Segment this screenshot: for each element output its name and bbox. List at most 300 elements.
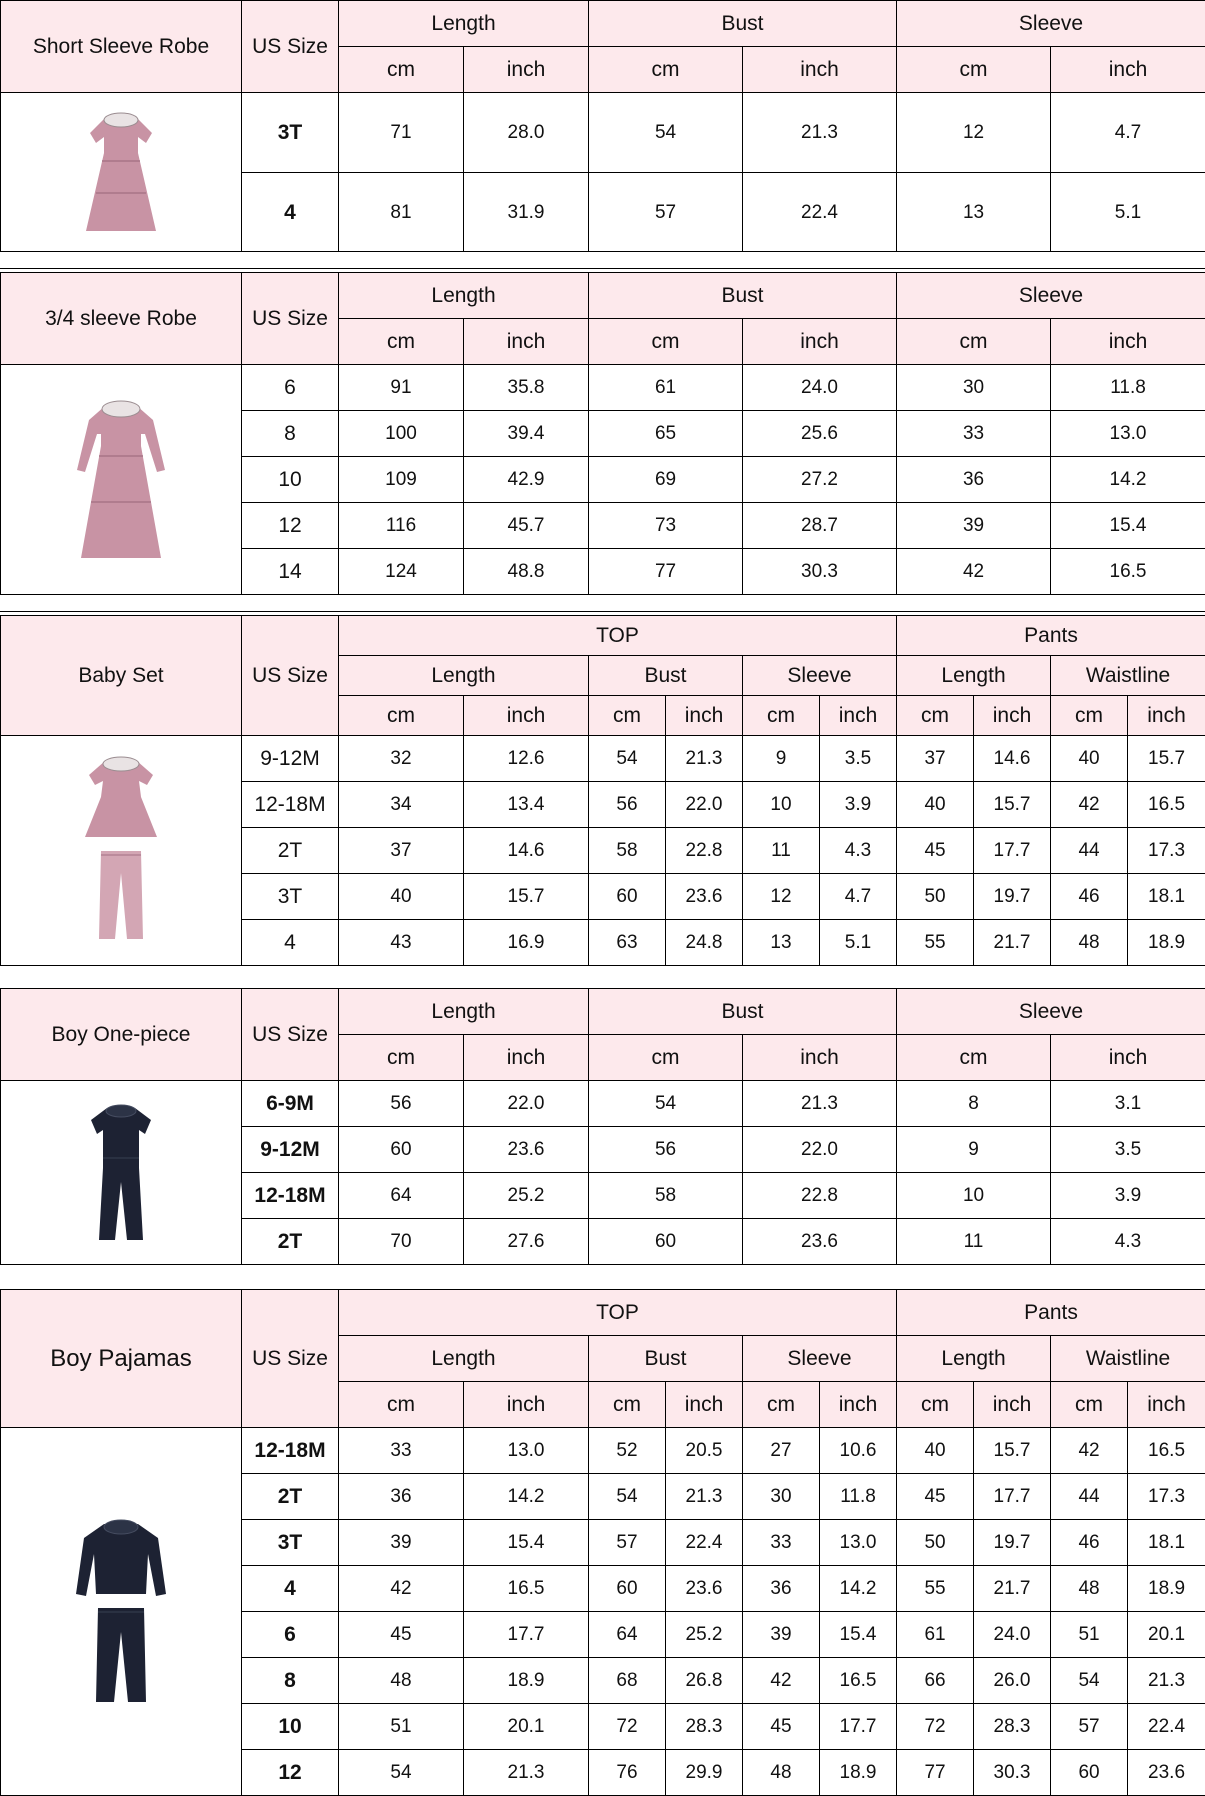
value-cell: 15.4 <box>820 1612 897 1658</box>
cm-header: cm <box>1051 696 1128 736</box>
cm-header: cm <box>897 47 1051 93</box>
waistline-header: Waistline <box>1051 656 1205 696</box>
inch-header: inch <box>743 1035 897 1081</box>
bust-header: Bust <box>589 1 897 47</box>
us-size-header: US Size <box>242 989 339 1081</box>
size-cell: 8 <box>242 1658 339 1704</box>
value-cell: 42 <box>897 549 1051 595</box>
value-cell: 65 <box>589 411 743 457</box>
value-cell: 60 <box>589 874 666 920</box>
size-cell: 2T <box>242 828 339 874</box>
inch-header: inch <box>1128 696 1205 736</box>
value-cell: 10.6 <box>820 1428 897 1474</box>
cm-header: cm <box>589 47 743 93</box>
value-cell: 22.0 <box>464 1081 589 1127</box>
value-cell: 66 <box>897 1658 974 1704</box>
cm-header: cm <box>897 696 974 736</box>
value-cell: 70 <box>339 1219 464 1265</box>
value-cell: 36 <box>743 1566 820 1612</box>
value-cell: 24.8 <box>666 920 743 966</box>
size-cell: 12-18M <box>242 1428 339 1474</box>
value-cell: 48 <box>1051 1566 1128 1612</box>
value-cell: 12 <box>897 93 1051 173</box>
value-cell: 42.9 <box>464 457 589 503</box>
top-header: TOP <box>339 616 897 656</box>
value-cell: 46 <box>1051 874 1128 920</box>
value-cell: 32 <box>339 736 464 782</box>
size-cell: 6 <box>242 1612 339 1658</box>
value-cell: 14.6 <box>464 828 589 874</box>
length-header: Length <box>897 656 1051 696</box>
value-cell: 57 <box>589 1520 666 1566</box>
value-cell: 39 <box>339 1520 464 1566</box>
value-cell: 48 <box>1051 920 1128 966</box>
cm-header: cm <box>589 1035 743 1081</box>
value-cell: 22.4 <box>743 173 897 253</box>
value-cell: 4.3 <box>820 828 897 874</box>
table-row <box>1 736 1205 782</box>
value-cell: 48 <box>339 1658 464 1704</box>
product-name: Boy Pajamas <box>1 1290 242 1428</box>
inch-header: inch <box>974 1382 1051 1428</box>
value-cell: 23.6 <box>666 874 743 920</box>
cm-header: cm <box>897 1035 1051 1081</box>
value-cell: 11.8 <box>820 1474 897 1520</box>
value-cell: 42 <box>1051 782 1128 828</box>
size-cell: 4 <box>242 920 339 966</box>
value-cell: 15.7 <box>1128 736 1205 782</box>
pink-dress-short-sleeve-icon <box>66 103 176 243</box>
size-cell: 6-9M <box>242 1081 339 1127</box>
value-cell: 50 <box>897 1520 974 1566</box>
value-cell: 42 <box>1051 1428 1128 1474</box>
value-cell: 100 <box>339 411 464 457</box>
value-cell: 22.8 <box>743 1173 897 1219</box>
value-cell: 60 <box>589 1566 666 1612</box>
value-cell: 16.5 <box>820 1658 897 1704</box>
size-cell: 6 <box>242 365 339 411</box>
value-cell: 58 <box>589 1173 743 1219</box>
us-size-header: US Size <box>242 273 339 365</box>
value-cell: 16.5 <box>1128 782 1205 828</box>
value-cell: 57 <box>589 173 743 253</box>
value-cell: 13.0 <box>820 1520 897 1566</box>
product-name: Baby Set <box>1 616 242 736</box>
inch-header: inch <box>820 1382 897 1428</box>
value-cell: 124 <box>339 549 464 595</box>
inch-header: inch <box>666 696 743 736</box>
value-cell: 11 <box>743 828 820 874</box>
product-image-cell <box>1 1428 242 1796</box>
value-cell: 25.2 <box>464 1173 589 1219</box>
inch-header: inch <box>464 696 589 736</box>
inch-header: inch <box>464 1382 589 1428</box>
value-cell: 76 <box>589 1750 666 1796</box>
value-cell: 30 <box>743 1474 820 1520</box>
size-cell: 2T <box>242 1474 339 1520</box>
value-cell: 44 <box>1051 828 1128 874</box>
value-cell: 19.7 <box>974 1520 1051 1566</box>
value-cell: 28.0 <box>464 93 589 173</box>
size-table-boy-pajamas <box>0 1289 1205 1796</box>
value-cell: 45 <box>897 1474 974 1520</box>
value-cell: 13.0 <box>1051 411 1205 457</box>
value-cell: 30 <box>897 365 1051 411</box>
value-cell: 21.3 <box>1128 1658 1205 1704</box>
value-cell: 23.6 <box>464 1127 589 1173</box>
size-cell: 4 <box>242 1566 339 1612</box>
sleeve-header: Sleeve <box>897 1 1205 47</box>
cm-header: cm <box>589 696 666 736</box>
value-cell: 39 <box>897 503 1051 549</box>
value-cell: 28.7 <box>743 503 897 549</box>
section-spacer <box>0 1264 1205 1290</box>
size-cell: 10 <box>242 457 339 503</box>
value-cell: 72 <box>589 1704 666 1750</box>
us-size-header: US Size <box>242 616 339 736</box>
value-cell: 15.7 <box>974 1428 1051 1474</box>
value-cell: 19.7 <box>974 874 1051 920</box>
section-spacer <box>0 594 1205 612</box>
inch-header: inch <box>743 47 897 93</box>
inch-header: inch <box>1128 1382 1205 1428</box>
value-cell: 18.9 <box>1128 1566 1205 1612</box>
value-cell: 28.3 <box>666 1704 743 1750</box>
value-cell: 69 <box>589 457 743 503</box>
value-cell: 4.7 <box>820 874 897 920</box>
value-cell: 71 <box>339 93 464 173</box>
bust-header: Bust <box>589 989 897 1035</box>
value-cell: 55 <box>897 1566 974 1612</box>
value-cell: 14.2 <box>820 1566 897 1612</box>
value-cell: 40 <box>897 1428 974 1474</box>
value-cell: 43 <box>339 920 464 966</box>
cm-header: cm <box>897 319 1051 365</box>
inch-header: inch <box>743 319 897 365</box>
value-cell: 45 <box>897 828 974 874</box>
section-spacer <box>0 965 1205 989</box>
value-cell: 31.9 <box>464 173 589 253</box>
value-cell: 12.6 <box>464 736 589 782</box>
value-cell: 17.7 <box>974 828 1051 874</box>
length-header: Length <box>897 1336 1051 1382</box>
value-cell: 23.6 <box>1128 1750 1205 1796</box>
inch-header: inch <box>820 696 897 736</box>
value-cell: 22.8 <box>666 828 743 874</box>
size-cell: 9-12M <box>242 736 339 782</box>
value-cell: 58 <box>589 828 666 874</box>
value-cell: 16.5 <box>1128 1428 1205 1474</box>
value-cell: 54 <box>589 1474 666 1520</box>
table-row <box>1 1428 1205 1474</box>
value-cell: 60 <box>339 1127 464 1173</box>
value-cell: 15.7 <box>464 874 589 920</box>
value-cell: 33 <box>897 411 1051 457</box>
value-cell: 14.2 <box>464 1474 589 1520</box>
value-cell: 21.7 <box>974 1566 1051 1612</box>
value-cell: 22.0 <box>666 782 743 828</box>
value-cell: 36 <box>897 457 1051 503</box>
inch-header: inch <box>1051 319 1205 365</box>
value-cell: 34 <box>339 782 464 828</box>
us-size-header: US Size <box>242 1290 339 1428</box>
value-cell: 57 <box>1051 1704 1128 1750</box>
value-cell: 22.4 <box>666 1520 743 1566</box>
cm-header: cm <box>589 1382 666 1428</box>
value-cell: 25.2 <box>666 1612 743 1658</box>
value-cell: 25.6 <box>743 411 897 457</box>
size-cell: 4 <box>242 173 339 253</box>
navy-romper-icon <box>71 1098 171 1248</box>
bust-header: Bust <box>589 656 743 696</box>
value-cell: 50 <box>897 874 974 920</box>
product-name: 3/4 sleeve Robe <box>1 273 242 365</box>
size-table-short-sleeve-robe <box>0 0 1205 253</box>
inch-header: inch <box>974 696 1051 736</box>
value-cell: 64 <box>339 1173 464 1219</box>
value-cell: 29.9 <box>666 1750 743 1796</box>
value-cell: 3.5 <box>1051 1127 1205 1173</box>
cm-header: cm <box>1051 1382 1128 1428</box>
value-cell: 22.4 <box>1128 1704 1205 1750</box>
value-cell: 33 <box>339 1428 464 1474</box>
value-cell: 21.3 <box>666 1474 743 1520</box>
value-cell: 17.3 <box>1128 1474 1205 1520</box>
size-cell: 8 <box>242 411 339 457</box>
value-cell: 56 <box>589 782 666 828</box>
section-spacer <box>0 251 1205 269</box>
value-cell: 54 <box>589 1081 743 1127</box>
value-cell: 36 <box>339 1474 464 1520</box>
value-cell: 39 <box>743 1612 820 1658</box>
value-cell: 63 <box>589 920 666 966</box>
value-cell: 13 <box>743 920 820 966</box>
value-cell: 17.7 <box>820 1704 897 1750</box>
product-name: Short Sleeve Robe <box>1 1 242 93</box>
value-cell: 27.6 <box>464 1219 589 1265</box>
table-row <box>1 365 1205 411</box>
value-cell: 18.9 <box>820 1750 897 1796</box>
value-cell: 73 <box>589 503 743 549</box>
value-cell: 42 <box>743 1658 820 1704</box>
value-cell: 18.9 <box>464 1658 589 1704</box>
value-cell: 77 <box>589 549 743 595</box>
value-cell: 4.3 <box>1051 1219 1205 1265</box>
value-cell: 15.7 <box>974 782 1051 828</box>
value-cell: 60 <box>589 1219 743 1265</box>
value-cell: 81 <box>339 173 464 253</box>
value-cell: 21.3 <box>464 1750 589 1796</box>
value-cell: 21.3 <box>666 736 743 782</box>
value-cell: 17.7 <box>464 1612 589 1658</box>
value-cell: 45.7 <box>464 503 589 549</box>
value-cell: 15.4 <box>1051 503 1205 549</box>
value-cell: 54 <box>1051 1658 1128 1704</box>
value-cell: 15.4 <box>464 1520 589 1566</box>
product-image-cell <box>1 1081 242 1265</box>
product-image-cell <box>1 736 242 966</box>
value-cell: 61 <box>589 365 743 411</box>
value-cell: 44 <box>1051 1474 1128 1520</box>
product-image-cell <box>1 93 242 253</box>
value-cell: 54 <box>589 736 666 782</box>
value-cell: 3.9 <box>1051 1173 1205 1219</box>
value-cell: 17.3 <box>1128 828 1205 874</box>
value-cell: 28.3 <box>974 1704 1051 1750</box>
value-cell: 26.0 <box>974 1658 1051 1704</box>
value-cell: 18.1 <box>1128 1520 1205 1566</box>
value-cell: 10 <box>743 782 820 828</box>
value-cell: 61 <box>897 1612 974 1658</box>
value-cell: 68 <box>589 1658 666 1704</box>
value-cell: 21.7 <box>974 920 1051 966</box>
value-cell: 5.1 <box>1051 173 1205 253</box>
value-cell: 20.5 <box>666 1428 743 1474</box>
pants-header: Pants <box>897 1290 1205 1336</box>
table-row <box>1 93 1205 173</box>
value-cell: 77 <box>897 1750 974 1796</box>
value-cell: 18.1 <box>1128 874 1205 920</box>
navy-pajama-set-icon <box>66 1512 176 1712</box>
value-cell: 27 <box>743 1428 820 1474</box>
size-cell: 3T <box>242 874 339 920</box>
value-cell: 18.9 <box>1128 920 1205 966</box>
length-header: Length <box>339 1336 589 1382</box>
size-cell: 3T <box>242 93 339 173</box>
inch-header: inch <box>464 319 589 365</box>
value-cell: 16.9 <box>464 920 589 966</box>
cm-header: cm <box>339 47 464 93</box>
inch-header: inch <box>464 1035 589 1081</box>
bust-header: Bust <box>589 1336 743 1382</box>
sleeve-header: Sleeve <box>743 1336 897 1382</box>
cm-header: cm <box>897 1382 974 1428</box>
product-name: Boy One-piece <box>1 989 242 1081</box>
product-image-cell <box>1 365 242 595</box>
value-cell: 21.3 <box>743 93 897 173</box>
value-cell: 72 <box>897 1704 974 1750</box>
value-cell: 9 <box>743 736 820 782</box>
inch-header: inch <box>666 1382 743 1428</box>
value-cell: 14.2 <box>1051 457 1205 503</box>
sleeve-header: Sleeve <box>743 656 897 696</box>
cm-header: cm <box>743 1382 820 1428</box>
table-row <box>1 1081 1205 1127</box>
cm-header: cm <box>339 696 464 736</box>
value-cell: 23.6 <box>666 1566 743 1612</box>
value-cell: 56 <box>339 1081 464 1127</box>
size-cell: 10 <box>242 1704 339 1750</box>
value-cell: 56 <box>589 1127 743 1173</box>
cm-header: cm <box>589 319 743 365</box>
value-cell: 13.4 <box>464 782 589 828</box>
inch-header: inch <box>464 47 589 93</box>
value-cell: 30.3 <box>974 1750 1051 1796</box>
size-cell: 9-12M <box>242 1127 339 1173</box>
cm-header: cm <box>339 319 464 365</box>
pink-top-and-pants-icon <box>71 751 171 951</box>
value-cell: 48 <box>743 1750 820 1796</box>
value-cell: 42 <box>339 1566 464 1612</box>
value-cell: 24.0 <box>974 1612 1051 1658</box>
us-size-header: US Size <box>242 1 339 93</box>
value-cell: 26.8 <box>666 1658 743 1704</box>
length-header: Length <box>339 989 589 1035</box>
value-cell: 52 <box>589 1428 666 1474</box>
value-cell: 109 <box>339 457 464 503</box>
value-cell: 116 <box>339 503 464 549</box>
value-cell: 45 <box>339 1612 464 1658</box>
value-cell: 55 <box>897 920 974 966</box>
value-cell: 60 <box>1051 1750 1128 1796</box>
size-table-three-quarter-sleeve-robe <box>0 272 1205 595</box>
value-cell: 12 <box>743 874 820 920</box>
value-cell: 10 <box>897 1173 1051 1219</box>
length-header: Length <box>339 656 589 696</box>
waistline-header: Waistline <box>1051 1336 1205 1382</box>
value-cell: 39.4 <box>464 411 589 457</box>
value-cell: 11 <box>897 1219 1051 1265</box>
size-cell: 12 <box>242 503 339 549</box>
sleeve-header: Sleeve <box>897 273 1205 319</box>
length-header: Length <box>339 273 589 319</box>
length-header: Length <box>339 1 589 47</box>
size-cell: 3T <box>242 1520 339 1566</box>
pink-dress-long-sleeve-icon <box>61 390 181 570</box>
cm-header: cm <box>339 1035 464 1081</box>
value-cell: 21.3 <box>743 1081 897 1127</box>
size-cell: 12-18M <box>242 1173 339 1219</box>
value-cell: 8 <box>897 1081 1051 1127</box>
value-cell: 16.5 <box>464 1566 589 1612</box>
value-cell: 9 <box>897 1127 1051 1173</box>
size-cell: 12-18M <box>242 782 339 828</box>
top-header: TOP <box>339 1290 897 1336</box>
value-cell: 54 <box>589 93 743 173</box>
cm-header: cm <box>743 696 820 736</box>
value-cell: 23.6 <box>743 1219 897 1265</box>
value-cell: 17.7 <box>974 1474 1051 1520</box>
bust-header: Bust <box>589 273 897 319</box>
value-cell: 91 <box>339 365 464 411</box>
size-cell: 14 <box>242 549 339 595</box>
value-cell: 37 <box>897 736 974 782</box>
value-cell: 14.6 <box>974 736 1051 782</box>
sleeve-header: Sleeve <box>897 989 1205 1035</box>
value-cell: 51 <box>1051 1612 1128 1658</box>
value-cell: 35.8 <box>464 365 589 411</box>
value-cell: 16.5 <box>1051 549 1205 595</box>
value-cell: 45 <box>743 1704 820 1750</box>
value-cell: 13.0 <box>464 1428 589 1474</box>
pants-header: Pants <box>897 616 1205 656</box>
value-cell: 5.1 <box>820 920 897 966</box>
value-cell: 54 <box>339 1750 464 1796</box>
value-cell: 24.0 <box>743 365 897 411</box>
cm-header: cm <box>339 1382 464 1428</box>
value-cell: 46 <box>1051 1520 1128 1566</box>
value-cell: 33 <box>743 1520 820 1566</box>
value-cell: 64 <box>589 1612 666 1658</box>
value-cell: 3.9 <box>820 782 897 828</box>
size-table-boy-one-piece <box>0 988 1205 1265</box>
value-cell: 22.0 <box>743 1127 897 1173</box>
value-cell: 4.7 <box>1051 93 1205 173</box>
value-cell: 40 <box>897 782 974 828</box>
value-cell: 3.1 <box>1051 1081 1205 1127</box>
inch-header: inch <box>1051 47 1205 93</box>
value-cell: 30.3 <box>743 549 897 595</box>
